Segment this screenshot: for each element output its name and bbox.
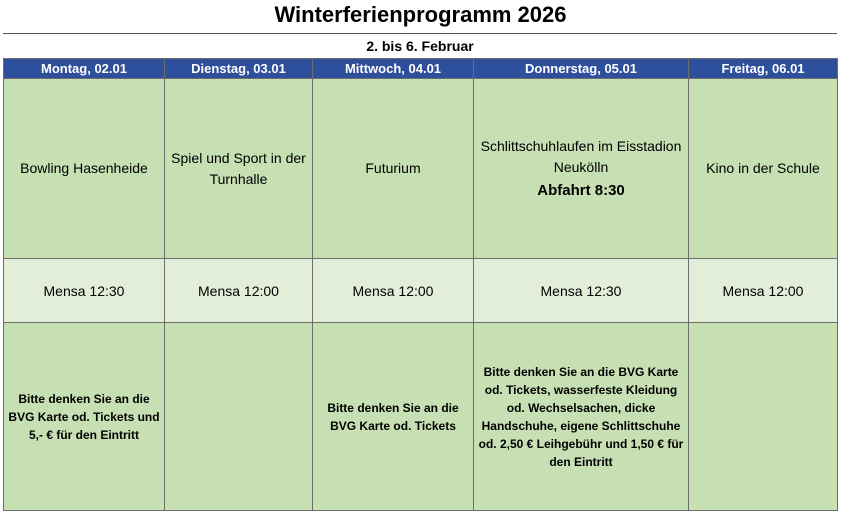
lunch-row <box>4 259 838 323</box>
activity-cell-friday <box>689 79 838 259</box>
activity-text: Spiel und Sport in der Turnhalle <box>171 149 306 187</box>
activity-text: Schlittschuhlaufen im Eisstadion Neukölln <box>480 138 682 175</box>
activity-cell-wednesday <box>313 79 474 259</box>
activity-row <box>4 79 838 259</box>
note-cell-tuesday <box>165 323 313 511</box>
day-header-friday: Freitag, 06.01 <box>689 59 838 79</box>
day-header-tuesday: Dienstag, 03.01 <box>165 59 313 79</box>
note-cell-thursday: Bitte denken Sie an die BVG Karte od. Tickets, wasserfeste Kleidung od. Wechselsachen, dicke Handschuhe, eigene Schlittschuhe od. 2,50 € Leihgebühr und 1,50 € für den Eintritt <box>474 323 689 511</box>
day-header-wednesday: Mittwoch, 04.01 <box>313 59 474 79</box>
day-header-thursday: Donnerstag, 05.01 <box>474 59 689 79</box>
activity-text: Bowling Hasenheide <box>20 160 148 176</box>
lunch-cell-monday: Mensa 12:30 <box>4 259 165 323</box>
lunch-cell-thursday: Mensa 12:30 <box>474 259 689 323</box>
date-range-subtitle: 2. bis 6. Februar <box>3 34 837 58</box>
lunch-cell-friday: Mensa 12:00 <box>689 259 838 323</box>
activity-text: Kino in der Schule <box>706 160 820 176</box>
departure-time: Abfahrt 8:30 <box>537 182 625 199</box>
activity-cell-thursday <box>474 79 689 259</box>
day-header-row <box>4 59 838 79</box>
schedule-table <box>3 58 838 511</box>
notes-row <box>4 323 838 511</box>
lunch-cell-wednesday: Mensa 12:00 <box>313 259 474 323</box>
page-title: Winterferienprogramm 2026 <box>274 2 567 27</box>
activity-cell-tuesday <box>165 79 313 259</box>
note-cell-monday: Bitte denken Sie an die BVG Karte od. Tickets und 5,- € für den Eintritt <box>4 323 165 511</box>
lunch-cell-tuesday: Mensa 12:00 <box>165 259 313 323</box>
note-cell-wednesday: Bitte denken Sie an die BVG Karte od. Tickets <box>313 323 474 511</box>
note-cell-friday <box>689 323 838 511</box>
activity-cell-monday <box>4 79 165 259</box>
day-header-monday: Montag, 02.01 <box>4 59 165 79</box>
activity-text: Futurium <box>365 160 421 176</box>
